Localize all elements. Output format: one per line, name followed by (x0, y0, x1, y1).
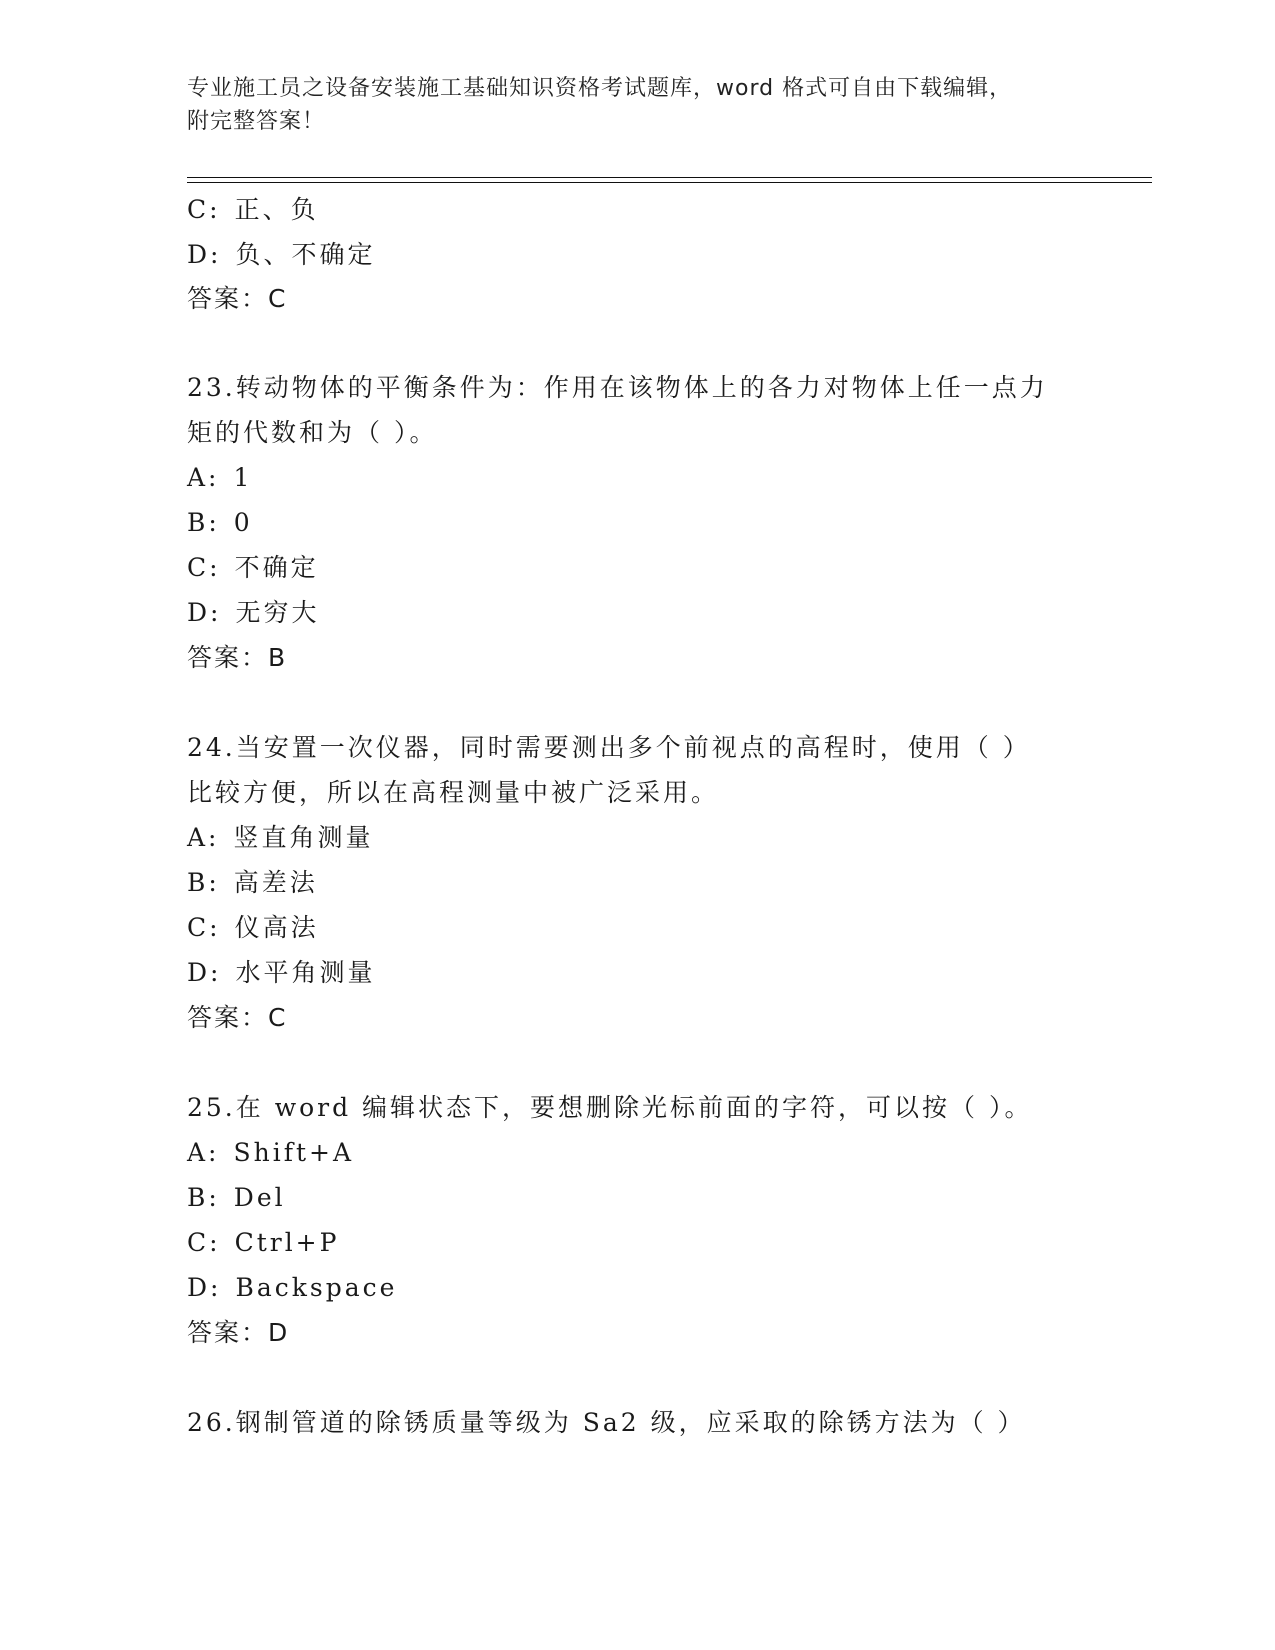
option-c: C: Ctrl+P (187, 1228, 340, 1257)
option-a: A: 1 (187, 463, 253, 492)
option-c: C: 仪高法 (187, 913, 319, 942)
answer-line: 答案：C (187, 284, 288, 313)
header-line-2: 附完整答案！ (187, 109, 326, 134)
answer-line: 答案：C (187, 1003, 288, 1032)
header-rule-top (187, 177, 1152, 178)
header-line-1: 专业施工员之设备安装施工基础知识资格考试题库，word 格式可自由下载编辑， (187, 76, 1013, 101)
option-b: B: 高差法 (187, 868, 318, 897)
question-text: 23.转动物体的平衡条件为：作用在该物体上的各力对物体上任一点力 (187, 373, 1048, 402)
option-a: A: 竖直角测量 (187, 823, 374, 852)
question-text-cont: 比较方便，所以在高程测量中被广泛采用。 (187, 778, 720, 807)
option-c: C: 不确定 (187, 553, 319, 582)
answer-line: 答案：B (187, 643, 288, 672)
option-c: C: 正、负 (187, 195, 319, 224)
option-d: D: Backspace (187, 1273, 398, 1302)
header-rule-bottom (187, 182, 1152, 183)
option-a: A: Shift+A (187, 1138, 355, 1167)
question-text-cont: 矩的代数和为（ ）。 (187, 418, 438, 447)
option-b: B: Del (187, 1183, 286, 1212)
option-b: B: 0 (187, 508, 253, 537)
option-d: D: 负、不确定 (187, 240, 376, 269)
option-d: D: 水平角测量 (187, 958, 376, 987)
document-header (187, 72, 1067, 138)
option-d: D: 无穷大 (187, 598, 320, 627)
answer-line: 答案：D (187, 1318, 290, 1347)
question-text: 24.当安置一次仪器，同时需要测出多个前视点的高程时，使用（ ） (187, 733, 1031, 762)
question-text: 25.在 word 编辑状态下，要想删除光标前面的字符，可以按（ ）。 (187, 1093, 1033, 1122)
question-text: 26.钢制管道的除锈质量等级为 Sa2 级，应采取的除锈方法为（ ） (187, 1408, 1026, 1437)
